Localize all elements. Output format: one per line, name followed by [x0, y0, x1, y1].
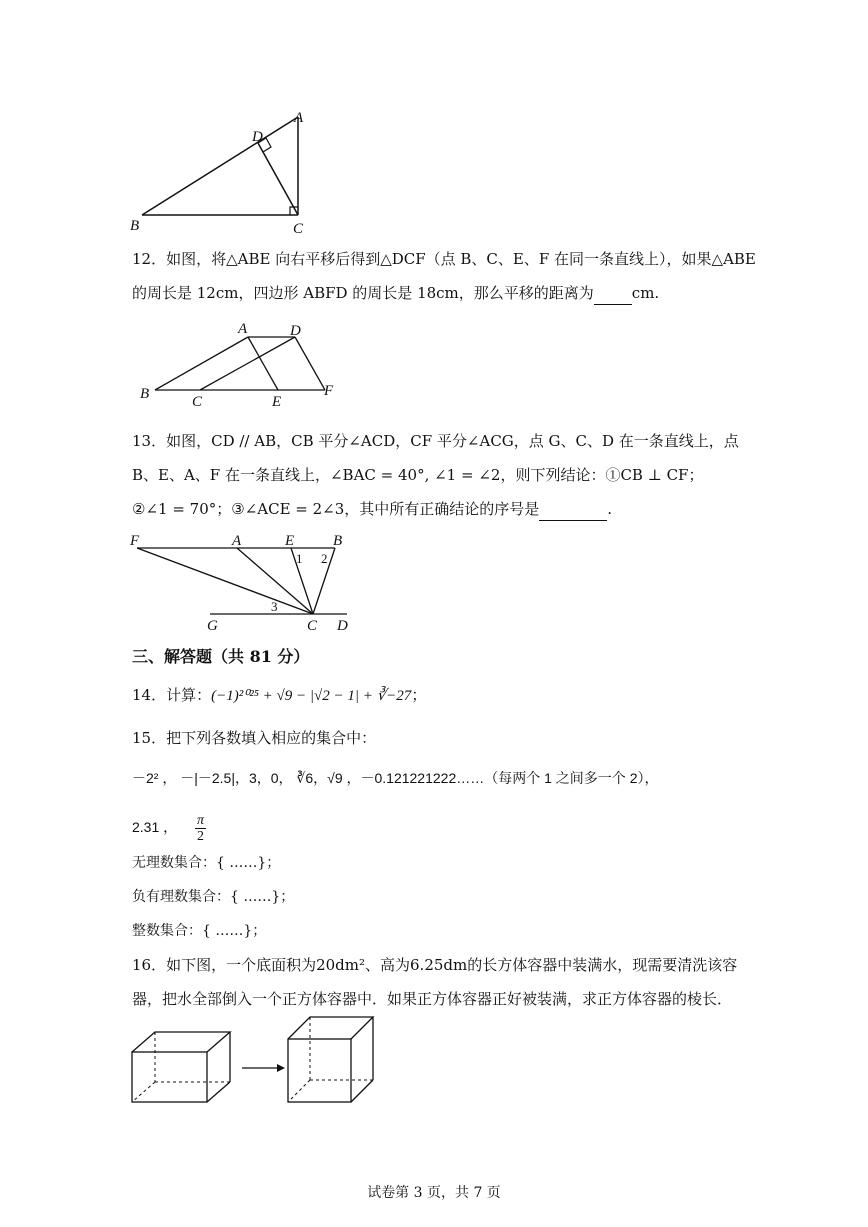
label-b: B [130, 218, 140, 234]
label-b: B [333, 533, 343, 549]
q12-line2 [132, 282, 659, 305]
label-f: F [130, 533, 140, 549]
section-title: 三、解答题（共 81 分） [132, 647, 310, 666]
q12-unit: cm. [631, 284, 660, 302]
q13-text: ②∠1 = 70°；③∠ACE = 2∠3，其中所有正确结论的序号是 [132, 500, 540, 518]
q13-end: . [607, 500, 613, 518]
label-d: D [290, 323, 301, 339]
label-g: G [207, 618, 218, 634]
q12-text: 的周长是 12cm，四边形 ABFD 的周长是 18cm，那么平移的距离为 [132, 284, 594, 302]
label-c: C [293, 221, 304, 237]
q15-number-231: 2.31 ， [132, 819, 178, 836]
q12-line1: 12．如图，将△ABE 向右平移后得到△DCF（点 B、C、E、F 在同一条直线上），如果△ABE [132, 250, 756, 268]
label-f: F [324, 383, 334, 399]
figure-triangle-abc [120, 105, 320, 240]
label-a: A [294, 110, 304, 126]
fraction-pi-over-2 [195, 813, 206, 844]
q15-numbers-2 [132, 813, 206, 844]
figure-parallel-lines [125, 530, 365, 635]
q15-intro: 15．把下列各数填入相应的集合中： [132, 729, 377, 747]
label-d: D [337, 618, 348, 634]
q14-expression: (−1)²⁰²⁵ + √9 − |√2 − 1| + ∛−27 [211, 688, 412, 704]
answer-blank [539, 498, 607, 521]
label-e: E [272, 394, 282, 410]
label-b: B [140, 386, 150, 402]
figure-cuboid-to-cube [125, 1012, 395, 1112]
label-e: E [285, 533, 295, 549]
label-a: A [238, 321, 248, 337]
answer-blank [594, 282, 632, 305]
label-c: C [192, 394, 203, 410]
set-irrational: 无理数集合：{ ……}； [132, 855, 281, 871]
q13-line1: 13．如图，CD // AB，CB 平分∠ACD，CF 平分∠ACG，点 G、C、D 在一条直线上，点 [132, 432, 739, 450]
label-1: 1 [296, 551, 303, 566]
figure-translation [130, 320, 350, 410]
label-d: D [252, 129, 263, 145]
label-3: 3 [271, 599, 278, 614]
fraction-denominator: 2 [197, 829, 205, 844]
q14-suffix: ； [411, 686, 427, 704]
q14-line [132, 684, 426, 707]
label-a: A [232, 533, 242, 549]
set-negative-rational: 负有理数集合：{ ……}； [132, 889, 295, 905]
q14-prefix: 14．计算： [132, 686, 212, 704]
q13-line2: B、E、A、F 在一条直线上，∠BAC = 40°, ∠1 = ∠2，则下列结论：①CB ⊥ CF； [132, 466, 704, 484]
page-footer: 试卷第 3 页，共 7 页 [367, 1185, 501, 1201]
label-2: 2 [321, 551, 328, 566]
q16-line1: 16．如下图，一个底面积为20dm²、高为6.25dm的长方体容器中装满水，现需要清洗该容 [132, 956, 738, 974]
fraction-numerator: π [197, 813, 205, 828]
q16-line2: 器，把水全部倒入一个正方体容器中．如果正方体容器正好被装满，求正方体容器的棱长． [132, 990, 733, 1008]
set-integer: 整数集合：{ ……}； [132, 923, 267, 939]
q15-numbers: －2² ， －|－2.5|，3，0， ∛6，√9 ，－0.121221222……（每两个 1 之间多一个 2）， [132, 770, 659, 786]
q13-line3 [132, 498, 612, 521]
label-c: C [307, 618, 318, 634]
